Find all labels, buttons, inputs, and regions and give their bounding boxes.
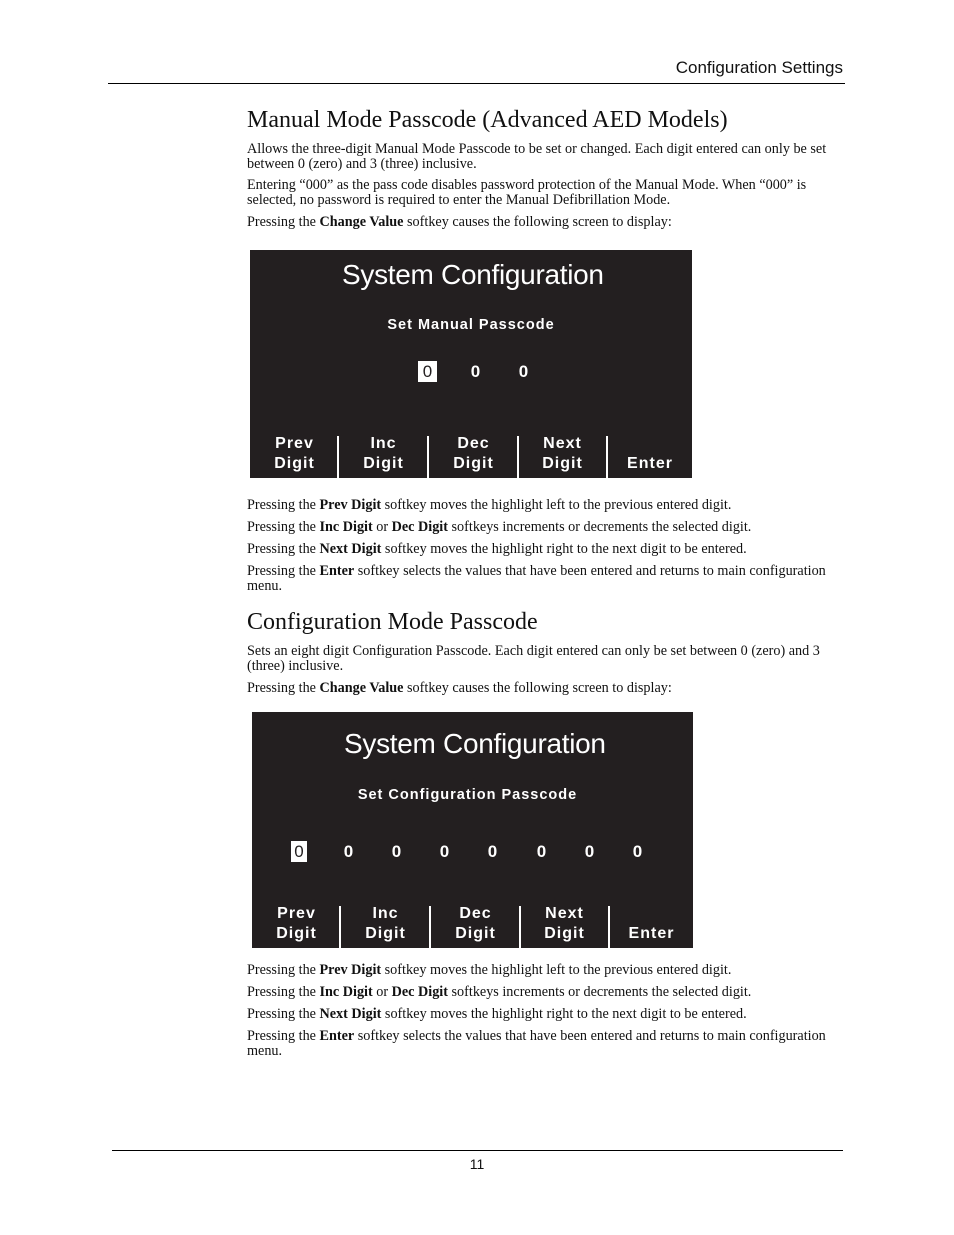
screen-subtitle: Set Configuration Passcode (357, 787, 578, 803)
paragraph: Entering “000” as the pass code disables password protection of the Manual Mode. When “000” is selected, no password is required to enter the Manual Defibrillation Mode. (247, 177, 807, 208)
header-rule (108, 83, 845, 84)
paragraph: Pressing the Prev Digit softkey moves the highlight left to the previous entered digit. (247, 962, 732, 978)
device-screen-config-passcode (252, 712, 693, 948)
passcode-digit[interactable]: 0 (536, 842, 547, 861)
paragraph: Sets an eight digit Configuration Passcode. Each digit entered can only be set between 0 (zero) and 3 (three) inclusive. (247, 643, 820, 674)
passcode-digit-selected[interactable]: 0 (292, 842, 306, 861)
screen-subtitle: Set Manual Passcode (387, 317, 555, 333)
section-manual-passcode (247, 106, 842, 230)
device-screen-manual-passcode (250, 250, 692, 478)
paragraph: Pressing the Prev Digit softkey moves the highlight left to the previous entered digit. (247, 497, 732, 513)
next-digit-softkey[interactable]: Next Digit (542, 435, 583, 472)
section-heading: Configuration Mode Passcode (247, 609, 538, 635)
paragraph: Pressing the Next Digit softkey moves the highlight right to the next digit to be entered. (247, 1006, 747, 1022)
prev-digit-softkey[interactable]: Prev Digit (274, 435, 315, 472)
paragraph: Pressing the Change Value softkey causes the following screen to display: (247, 680, 672, 696)
passcode-digit[interactable]: 0 (584, 842, 595, 861)
softkey-ref: Change Value (319, 214, 404, 230)
footer-rule (112, 1150, 843, 1151)
prev-digit-softkey[interactable]: Prev Digit (276, 905, 317, 942)
dec-digit-softkey[interactable]: Dec Digit (455, 905, 496, 942)
passcode-digit[interactable]: 0 (391, 842, 402, 861)
passcode-digit[interactable]: 0 (518, 362, 529, 381)
paragraph: Allows the three-digit Manual Mode Passcode to be set or changed. Each digit entered can only be set between 0 (zero) and 3 (three) inclusive. (247, 141, 827, 172)
passcode-digit[interactable]: 0 (343, 842, 354, 861)
running-header: Configuration Settings (675, 58, 843, 77)
passcode-digit[interactable]: 0 (439, 842, 450, 861)
paragraph: Pressing the Change Value softkey causes the following screen to display: (247, 214, 672, 230)
passcode-digit[interactable]: 0 (487, 842, 498, 861)
passcode-digit[interactable]: 0 (632, 842, 643, 861)
passcode-digit-selected[interactable]: 0 (419, 362, 436, 381)
passcode-digit[interactable]: 0 (470, 362, 481, 381)
section-config-descriptions (247, 963, 842, 1059)
softkey-ref: Change Value (319, 680, 404, 696)
screen-title: System Configuration (344, 728, 606, 759)
section-manual-descriptions (247, 498, 842, 594)
section-heading: Manual Mode Passcode (Advanced AED Models) (247, 107, 728, 133)
enter-softkey[interactable]: Enter (628, 925, 675, 942)
paragraph: Pressing the Inc Digit or Dec Digit softkeys increments or decrements the selected digit. (247, 519, 752, 535)
section-config-passcode (247, 608, 842, 696)
paragraph: Pressing the Inc Digit or Dec Digit softkeys increments or decrements the selected digit. (247, 984, 752, 1000)
next-digit-softkey[interactable]: Next Digit (544, 905, 585, 942)
paragraph: Pressing the Enter softkey selects the values that have been entered and returns to main configuration menu. (247, 563, 826, 594)
enter-softkey[interactable]: Enter (627, 455, 673, 472)
page-number: 11 (469, 1156, 485, 1172)
screen-title: System Configuration (342, 259, 604, 290)
inc-digit-softkey[interactable]: Inc Digit (363, 435, 404, 472)
paragraph: Pressing the Enter softkey selects the values that have been entered and returns to main configuration menu. (247, 1028, 826, 1059)
inc-digit-softkey[interactable]: Inc Digit (365, 905, 406, 942)
dec-digit-softkey[interactable]: Dec Digit (453, 435, 494, 472)
paragraph: Pressing the Next Digit softkey moves the highlight right to the next digit to be entered. (247, 541, 747, 557)
